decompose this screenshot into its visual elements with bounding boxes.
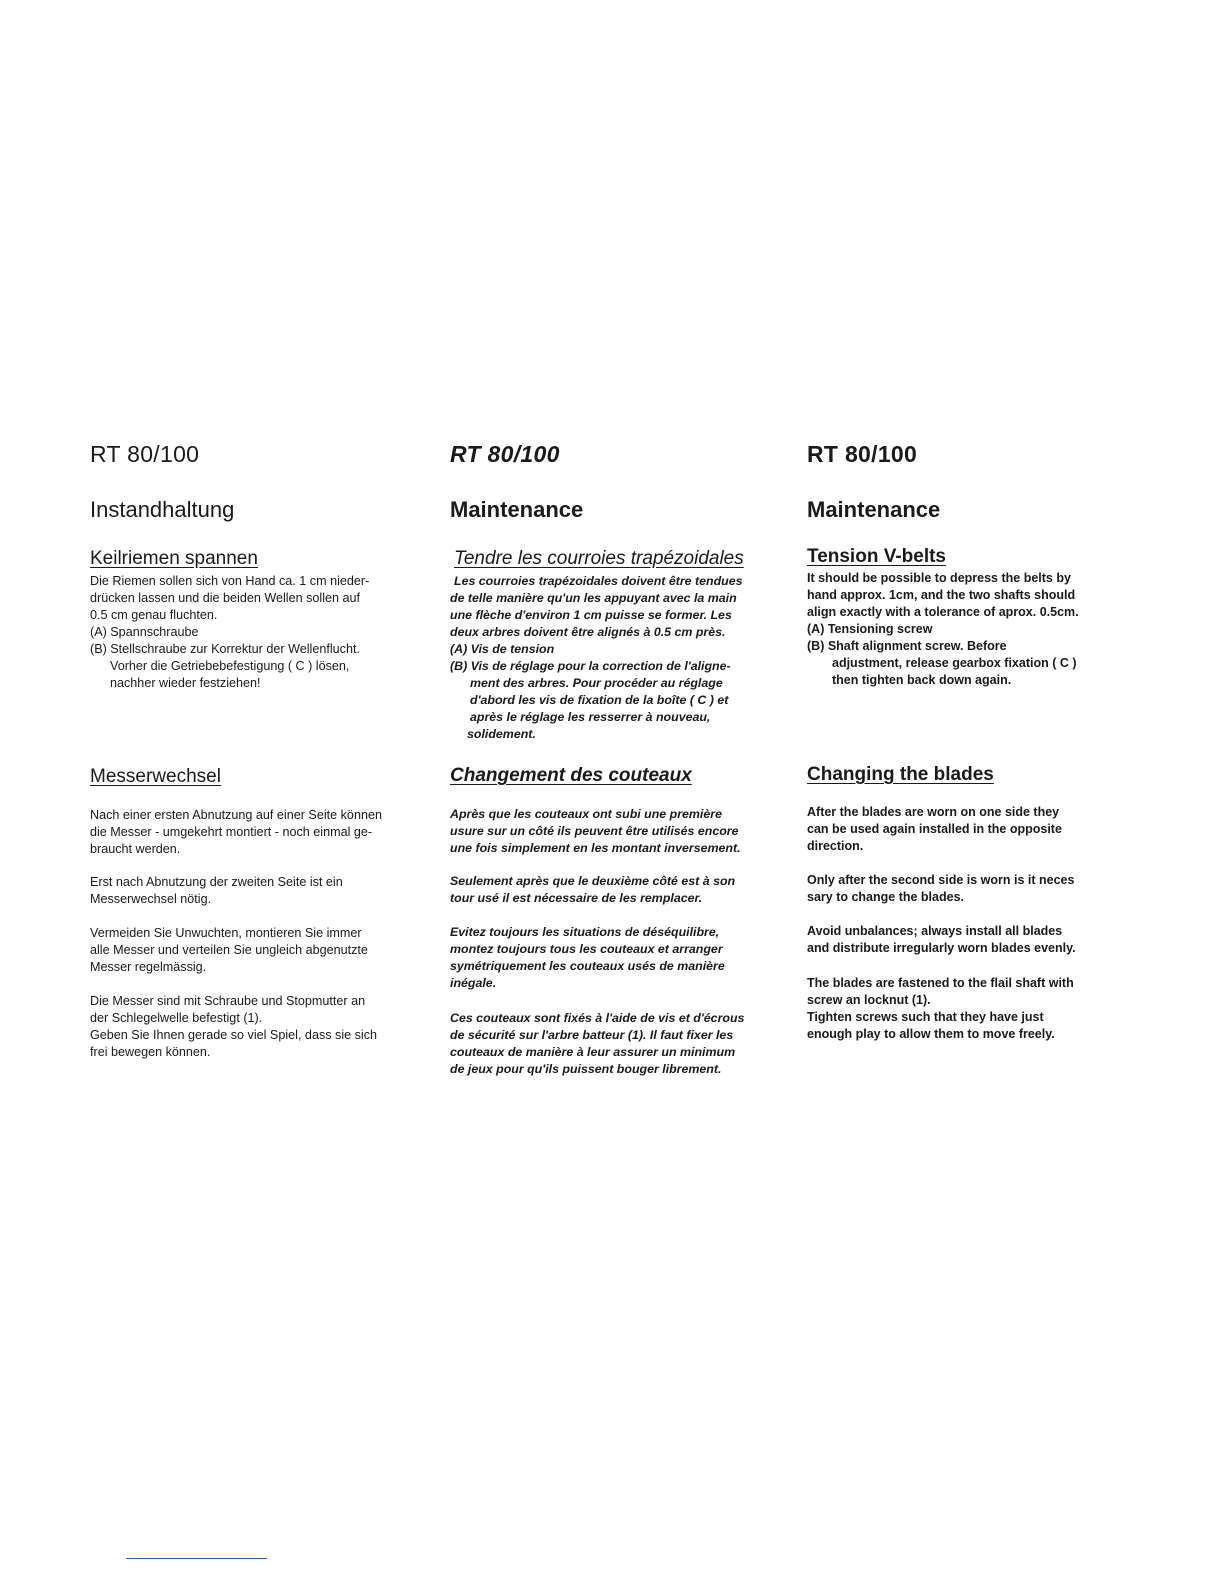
model-title: RT 80/100 — [807, 441, 918, 467]
text-line: der Schlegelwelle befestigt (1). — [90, 1011, 263, 1025]
paragraph — [90, 807, 382, 858]
text-line: align exactly with a tolerance of aprox. 0.5cm. — [807, 605, 1079, 619]
text-line: 0.5 cm genau fluchten. — [90, 608, 218, 622]
text-line: (A) Vis de tension — [450, 642, 555, 656]
text-line: Vorher die Getriebebefestigung ( C ) lösen, — [110, 659, 350, 673]
text-line: Die Riemen sollen sich von Hand ca. 1 cm nieder- — [90, 574, 370, 588]
text-line: nachher wieder festziehen! — [110, 676, 261, 690]
text-line: (A) Spannschraube — [90, 625, 199, 639]
section-title: Instandhaltung — [90, 497, 235, 522]
text-line: symétriquement les couteaux usés de manière — [450, 959, 725, 973]
text-line: une flèche d'environ 1 cm puisse se former. Les — [450, 608, 732, 622]
belt-tension-text — [90, 573, 369, 692]
text-line: drücken lassen und die beiden Wellen sollen auf — [90, 591, 361, 605]
text-line: ment des arbres. Pour procéder au réglage — [470, 676, 723, 690]
text-line: de sécurité sur l'arbre batteur (1). Il faut fixer les — [450, 1028, 734, 1042]
paragraph — [807, 804, 1062, 855]
paragraph — [90, 925, 368, 976]
text-line: tour usé il est nécessaire de les remplacer. — [450, 891, 703, 905]
text-line: After the blades are worn on one side they — [807, 805, 1060, 819]
text-line: Tighten screws such that they have just — [807, 1010, 1044, 1024]
paragraph — [450, 924, 725, 992]
text-line: Seulement après que le deuxième côté est à son — [450, 874, 736, 888]
section-title: Maintenance — [807, 497, 941, 522]
heading-blade-change: Changement des couteaux — [450, 765, 692, 786]
text-line: Only after the second side is worn is it neces — [807, 873, 1075, 887]
text-line: Après que les couteaux ont subi une première — [450, 807, 722, 821]
text-line: de jeux pour qu'ils puissent bouger librement. — [450, 1062, 722, 1076]
text-line: Vermeiden Sie Unwuchten, montieren Sie immer — [90, 926, 362, 940]
text-line: (B) Stellschraube zur Korrektur der Wellenflucht. — [90, 642, 360, 656]
paragraph — [450, 873, 735, 907]
text-line: Les courroies trapézoidales doivent être tendues — [454, 574, 743, 588]
text-line: (B) Shaft alignment screw. Before — [807, 639, 1007, 653]
model-title: RT 80/100 — [450, 441, 560, 467]
text-line: Evitez toujours les situations de déséquilibre, — [450, 925, 720, 939]
text-line: enough play to allow them to move freely. — [807, 1027, 1055, 1041]
text-line: d'abord les vis de fixation de la boîte ( C ) et — [470, 693, 729, 707]
text-line: The blades are fastened to the flail shaft with — [807, 976, 1074, 990]
text-line: then tighten back down again. — [832, 673, 1012, 687]
paragraph — [90, 993, 377, 1061]
text-line: Erst nach Abnutzung der zweiten Seite ist ein — [90, 875, 343, 889]
text-line: It should be possible to depress the belts by — [807, 571, 1071, 585]
footer-rule — [126, 1558, 267, 1559]
heading-blade-change: Messerwechsel — [90, 766, 221, 787]
text-line: can be used again installed in the opposite — [807, 822, 1062, 836]
heading-belt-tension: Tendre les courroies trapézoidales — [454, 548, 744, 569]
paragraph — [807, 923, 1076, 957]
heading-belt-tension: Keilriemen spannen — [90, 548, 258, 569]
text-line: solidement. — [467, 727, 536, 741]
text-line: inégale. — [450, 976, 497, 990]
belt-tension-text — [450, 573, 743, 743]
text-line: direction. — [807, 839, 864, 853]
text-line: (A) Tensioning screw — [807, 622, 933, 636]
paragraph — [450, 1010, 744, 1078]
text-line: après le réglage les resserrer à nouveau, — [470, 710, 711, 724]
text-line: Nach einer ersten Abnutzung auf einer Seite können — [90, 808, 382, 822]
text-line: braucht werden. — [90, 842, 181, 856]
text-line: adjustment, release gearbox fixation ( C ) — [832, 656, 1077, 670]
text-line: (B) Vis de réglage pour la correction de l'aligne- — [450, 659, 731, 673]
heading-belt-tension: Tension V-belts — [807, 546, 947, 567]
text-line: Die Messer sind mit Schraube und Stopmutter an — [90, 994, 366, 1008]
text-line: sary to change the blades. — [807, 890, 964, 904]
text-line: Ces couteaux sont fixés à l'aide de vis et d'écrous — [450, 1011, 745, 1025]
text-line: une fois simplement en les montant inversement. — [450, 841, 741, 855]
model-title: RT 80/100 — [90, 441, 200, 467]
text-line: alle Messer und verteilen Sie ungleich abgenutzte — [90, 943, 368, 957]
paragraph — [807, 975, 1074, 1043]
text-line: and distribute irregularly worn blades evenly. — [807, 941, 1076, 955]
paragraph — [90, 874, 343, 908]
text-line: usure sur un côté ils peuvent être utilisés encore — [450, 824, 739, 838]
text-line: hand approx. 1cm, and the two shafts should — [807, 588, 1076, 602]
text-line: Messerwechsel nötig. — [90, 892, 212, 906]
text-line: de telle manière qu'un les appuyant avec la main — [450, 591, 737, 605]
text-line: montez toujours tous les couteaux et arranger — [450, 942, 723, 956]
text-line: frei bewegen können. — [90, 1045, 211, 1059]
text-line: deux arbres doivent être alignés à 0.5 cm près. — [450, 625, 726, 639]
paragraph — [807, 872, 1074, 906]
text-line: die Messer - umgekehrt montiert - noch einmal ge- — [90, 825, 373, 839]
paragraph — [450, 806, 741, 857]
heading-blade-change: Changing the blades — [807, 764, 994, 785]
text-line: Messer regelmässig. — [90, 960, 207, 974]
section-title: Maintenance — [450, 497, 584, 522]
text-line: screw an locknut (1). — [807, 993, 931, 1007]
text-line: couteaux de manière à leur assurer un minimum — [450, 1045, 736, 1059]
belt-tension-text — [807, 570, 1079, 689]
text-line: Geben Sie Ihnen gerade so viel Spiel, dass sie sich — [90, 1028, 378, 1042]
text-line: Avoid unbalances; always install all blades — [807, 924, 1063, 938]
